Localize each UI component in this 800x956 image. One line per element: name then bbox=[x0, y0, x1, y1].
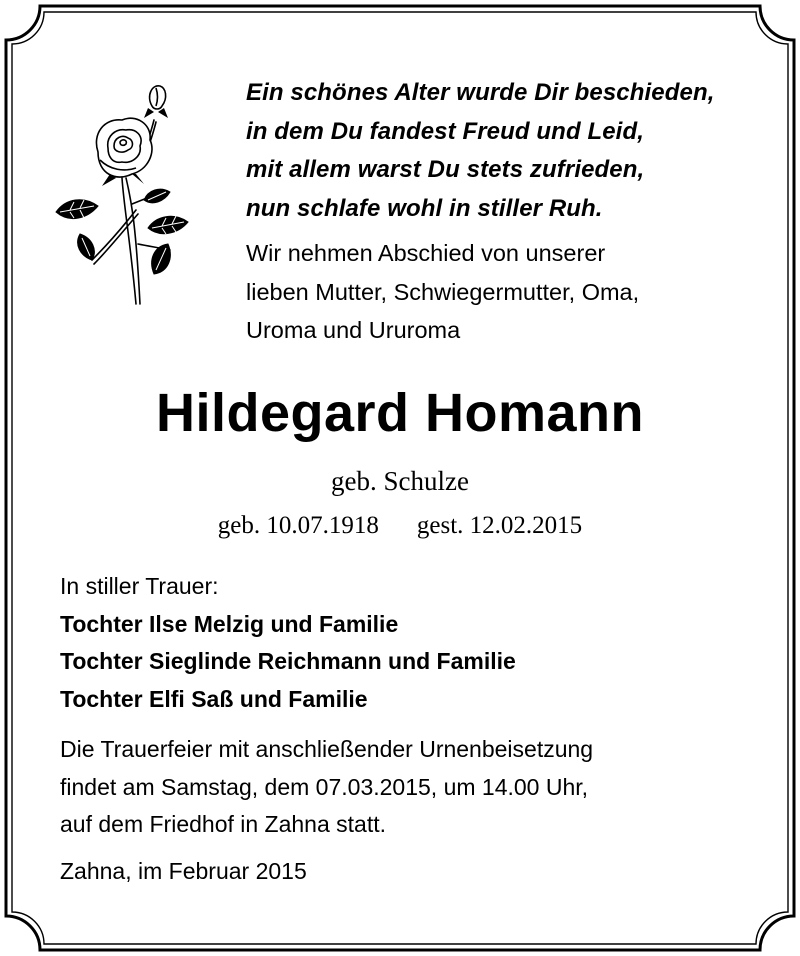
rose-icon bbox=[52, 78, 194, 306]
ceremony-line: findet am Samstag, dem 07.03.2015, um 14.00 Uhr, bbox=[60, 773, 589, 800]
life-dates bbox=[0, 512, 800, 540]
verse-line: mit allem warst Du stets zufrieden, bbox=[246, 156, 645, 183]
mourners-heading: In stiller Trauer: bbox=[60, 573, 219, 599]
verse-line: Ein schönes Alter wurde Dir beschieden, bbox=[246, 79, 715, 106]
ceremony-line: Die Trauerfeier mit anschließender Urnenbeisetzung bbox=[60, 736, 594, 762]
deceased-name: Hildegard Homann bbox=[155, 383, 645, 443]
intro-line: lieben Mutter, Schwiegermutter, Oma, bbox=[246, 278, 640, 305]
verse-line: in dem Du fandest Freud und Leid, bbox=[246, 117, 644, 145]
maiden-name: geb. Schulze bbox=[331, 466, 469, 496]
ceremony-line: auf dem Friedhof in Zahna statt. bbox=[60, 811, 387, 837]
mourner-family: Tochter Elfi Saß und Familie bbox=[60, 685, 368, 712]
mourners-section bbox=[60, 568, 780, 718]
ceremony-info bbox=[60, 731, 780, 844]
memorial-verse bbox=[246, 74, 786, 228]
birth-date: geb. 10.07.1918 bbox=[217, 512, 379, 539]
intro-line: Wir nehmen Abschied von unserer bbox=[246, 240, 606, 266]
death-date: gest. 12.02.2015 bbox=[416, 512, 583, 539]
intro-line: Uroma und Ururoma bbox=[246, 317, 461, 343]
mourner-family: Tochter Ilse Melzig und Familie bbox=[60, 610, 399, 637]
mourner-family: Tochter Sieglinde Reichmann und Familie bbox=[60, 648, 516, 674]
verse-line: nun schlafe wohl in stiller Ruh. bbox=[246, 194, 603, 222]
farewell-intro bbox=[246, 234, 786, 350]
place-and-date: Zahna, im Februar 2015 bbox=[60, 858, 307, 884]
